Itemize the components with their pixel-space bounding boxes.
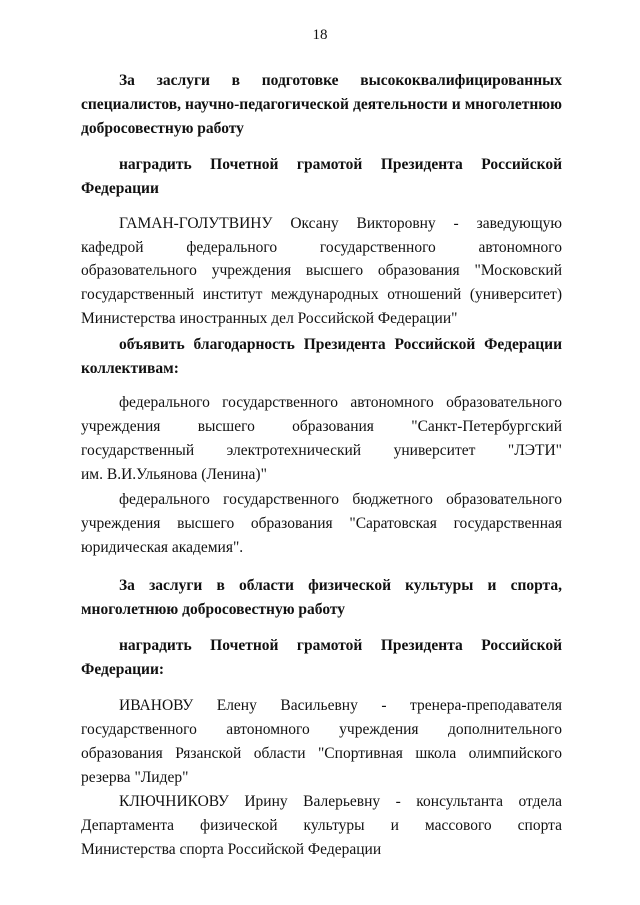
- recipient-text: Министерства спорта Российской Федерации: [81, 841, 382, 858]
- section-heading: многолетнюю добросовестную работу: [81, 601, 346, 618]
- recipient-text: федерального государственного бюджетного образовательного: [119, 491, 562, 508]
- section-heading: специалистов, научно-педагогической деятельности и многолетнюю: [81, 96, 562, 113]
- award-action: коллективам:: [81, 360, 179, 377]
- section-heading: добросовестную работу: [81, 120, 244, 137]
- page-number: 18: [312, 27, 328, 43]
- recipient-text: государственный институт международных отношений (университет): [81, 286, 562, 303]
- recipient-text: образовательного учреждения высшего образования "Московский: [81, 262, 562, 279]
- award-action: наградить Почетной грамотой Президента Российской: [119, 637, 562, 654]
- recipient-text: резерва "Лидер": [81, 769, 189, 786]
- award-action: объявить благодарность Президента Российской Федерации: [119, 336, 562, 353]
- recipient-text: государственного автономного учреждения дополнительного: [81, 721, 562, 738]
- recipient-text: юридическая академия".: [81, 539, 244, 556]
- recipient-text: учреждения высшего образования "Санкт-Петербургский: [81, 418, 562, 435]
- recipient-text: ГАМАН-ГОЛУТВИНУ Оксану Викторовну - заведующую: [119, 215, 562, 232]
- award-action: Федерации:: [81, 661, 165, 678]
- recipient-text: государственный электротехнический университет "ЛЭТИ": [81, 442, 562, 459]
- section-heading: За заслуги в области физической культуры и спорта,: [119, 577, 562, 594]
- recipient-text: Департамента физической культуры и массового спорта: [81, 817, 562, 834]
- recipient-text: образования Рязанской области "Спортивная школа олимпийского: [81, 745, 562, 762]
- recipient-text: им. В.И.Ульянова (Ленина)": [81, 466, 267, 483]
- recipient-text: ИВАНОВУ Елену Васильевну - тренера-преподавателя: [119, 697, 562, 714]
- section-heading: За заслуги в подготовке высококвалифицированных: [119, 72, 562, 89]
- recipient-text: КЛЮЧНИКОВУ Ирину Валерьевну - консультанта отдела: [119, 793, 562, 810]
- recipient-text: учреждения высшего образования "Саратовская государственная: [81, 515, 562, 532]
- award-action: Федерации: [81, 180, 159, 197]
- recipient-text: Министерства иностранных дел Российской Федерации": [81, 310, 458, 327]
- recipient-text: кафедрой федерального государственного автономного: [81, 239, 562, 256]
- award-action: наградить Почетной грамотой Президента Российской: [119, 156, 562, 173]
- recipient-text: федерального государственного автономного образовательного: [119, 394, 562, 411]
